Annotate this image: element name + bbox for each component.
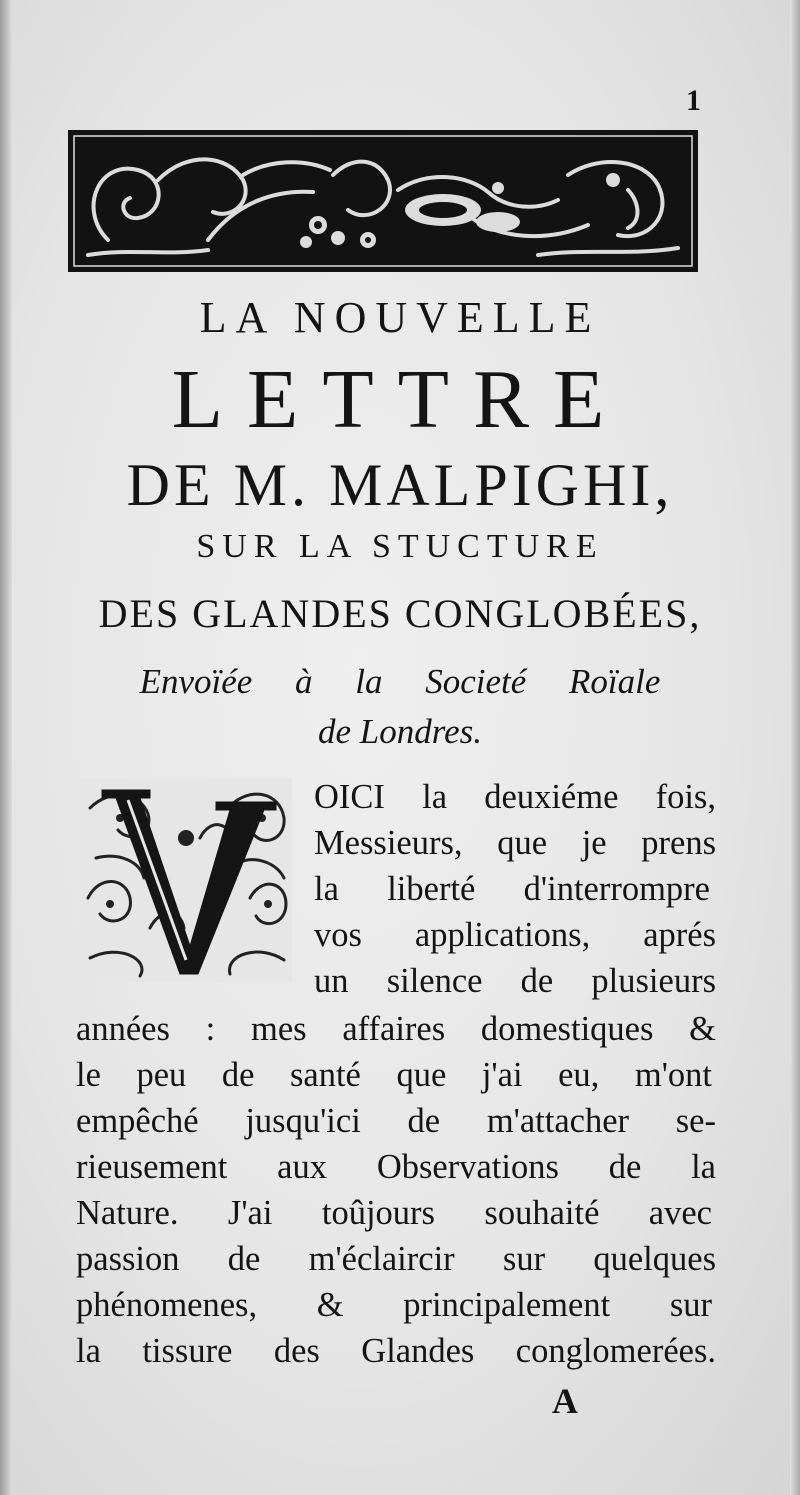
page-edge-shadow-left	[0, 0, 12, 1495]
page-edge-shadow-right	[790, 0, 800, 1495]
title-line-5: DES GLANDES CONGLOBÉES,	[98, 591, 702, 636]
catchword-signature: A	[552, 1381, 578, 1421]
text-line: phénomenes, & principalement sur	[76, 1286, 712, 1324]
text-line: la tissure des Glandes conglomerées.	[76, 1332, 716, 1370]
text-line: passion de m'éclaircir sur quelques	[76, 1240, 716, 1278]
text-line: Nature. J'ai toûjours souhaité avec	[76, 1194, 712, 1232]
bleed-through-text	[200, 78, 203, 125]
text-line: années : mes affaires domestiques &	[76, 1010, 716, 1048]
subtitle-line-1: Envoïée à la Societé Roïale	[139, 662, 661, 701]
title-line-3: DE M. MALPIGHI,	[126, 452, 674, 518]
title-line-1: LA NOUVELLE	[199, 293, 601, 342]
text-line: Messieurs, que je prens	[314, 824, 716, 862]
text-line: un silence de plusieurs	[314, 962, 716, 1000]
decorated-dropcap-initial	[80, 778, 292, 982]
title-line-4: SUR LA STUCTURE	[196, 528, 604, 565]
text-line: OICI la deuxiéme fois,	[314, 778, 716, 816]
subtitle-line-2: de Londres.	[318, 712, 482, 751]
text-line: le peu de santé que j'ai eu, m'ont	[76, 1056, 712, 1094]
text-line: vos applications, aprés	[314, 916, 716, 954]
text-line: rieusement aux Observations de la	[76, 1148, 716, 1186]
text-line: empêché jusqu'ici de m'attacher se-	[76, 1102, 716, 1140]
page-number: 1	[686, 84, 701, 117]
woodcut-headpiece-ornament	[68, 130, 698, 272]
title-line-2: LETTRE	[171, 353, 629, 446]
text-line: la liberté d'interrompre	[314, 870, 710, 908]
